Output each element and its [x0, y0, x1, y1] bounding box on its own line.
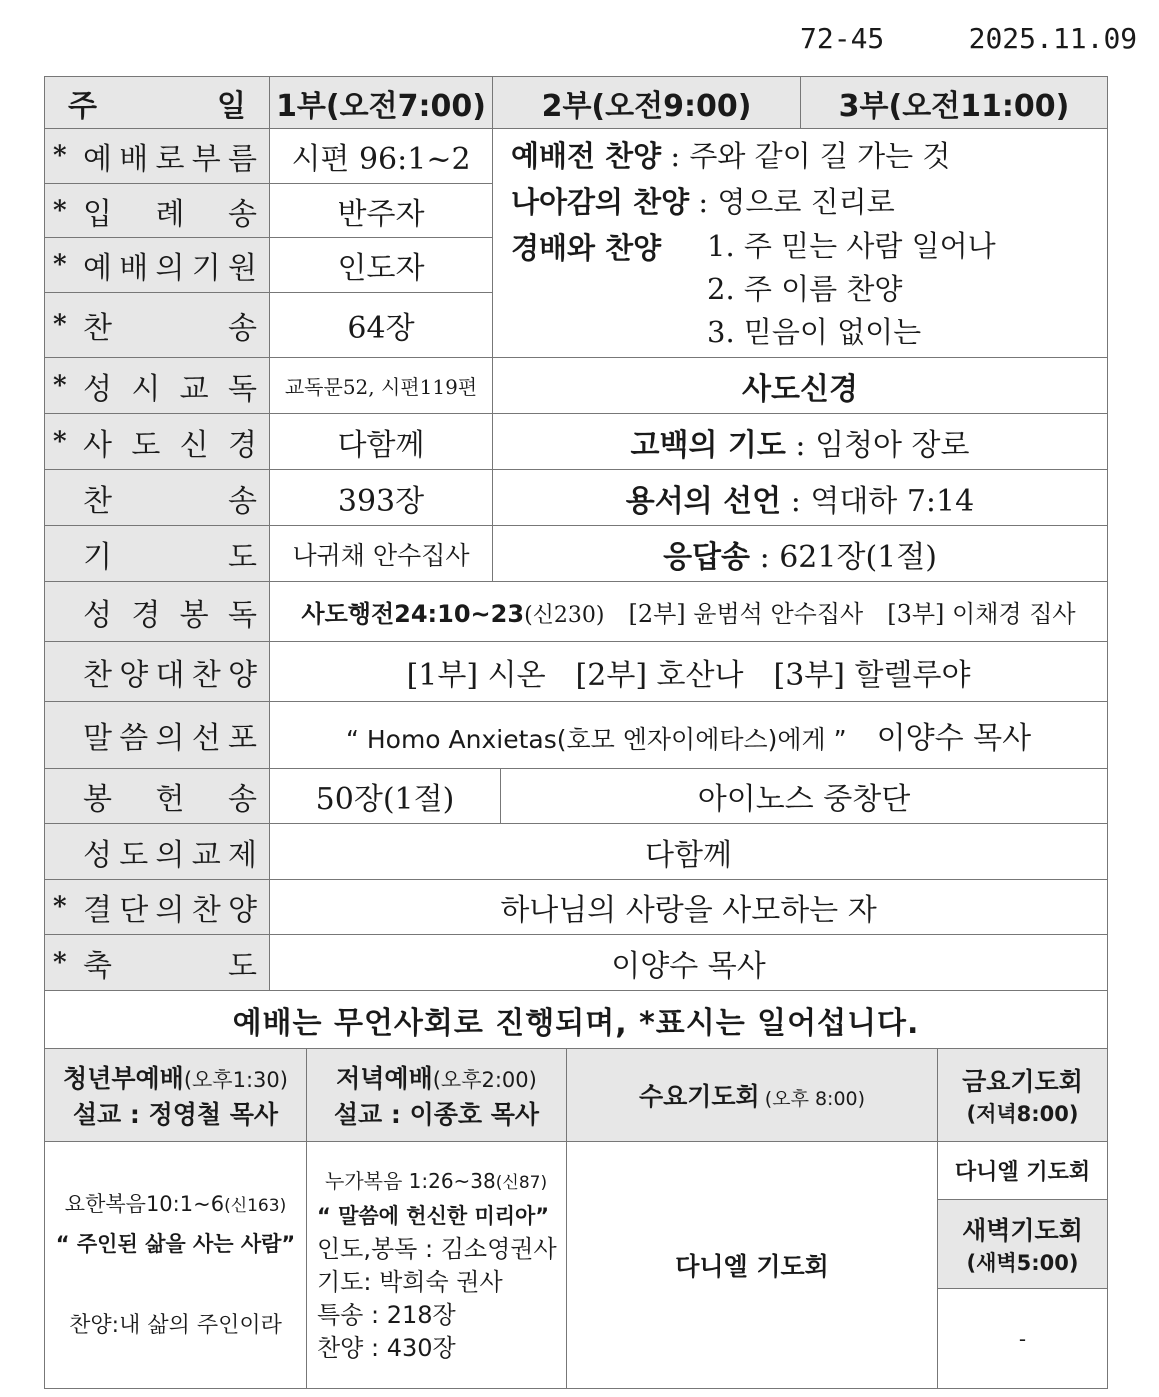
- label-text: 성 도 의 교 제: [83, 837, 257, 873]
- evening-prayer: 기도: 박희숙 권사: [317, 1268, 503, 1296]
- value-offering: 50장(1절): [270, 769, 501, 824]
- label-text: 예 배 로 부 름: [83, 142, 257, 177]
- issue-code: 72-45: [800, 22, 885, 55]
- label-entrance: [45, 184, 270, 238]
- confession-label: 고백의 기도: [630, 427, 786, 463]
- friday-title: 금요기도회: [962, 1067, 1083, 1096]
- friday-time: (저녁8:00): [966, 1102, 1079, 1126]
- value-prayer: 나귀채 안수집사: [270, 526, 493, 582]
- absolution-value: 역대하 7:14: [810, 483, 975, 519]
- youth-song: 찬양:내 삶의 주인이라: [69, 1313, 282, 1338]
- label-text: 예 배 의 기 원: [83, 251, 257, 286]
- label-text: 결 단 의 찬 양: [83, 893, 257, 928]
- song-item: 2. 주 이름 찬양: [707, 272, 903, 306]
- dawn-title: 새벽기도회: [962, 1216, 1083, 1245]
- label-prayer: [45, 526, 270, 582]
- label-text: 사 도 신 경: [83, 427, 257, 463]
- value-sermon: [270, 702, 1108, 769]
- value-call: 시편 96:1~2: [270, 129, 493, 184]
- issue-date: 2025.11.09: [968, 22, 1138, 55]
- row-fellowship: [45, 824, 1108, 880]
- row-call: [45, 129, 1108, 184]
- youth-passage-ref: (신163): [224, 1196, 287, 1216]
- value-entrance: 반주자: [270, 184, 493, 238]
- value-invocation: 인도자: [270, 238, 493, 293]
- label-text: 입 례 송: [83, 196, 257, 232]
- youth-sermon: “ 주인된 삶을 사는 사람”: [55, 1232, 296, 1256]
- row-hymn2: [45, 470, 1108, 526]
- row-offering: [45, 769, 1108, 824]
- row-choir: [45, 642, 1108, 702]
- row-benediction: [45, 935, 1108, 991]
- youth-passage: 요한복음10:1~6: [64, 1192, 225, 1216]
- dawn-time: (새벽5:00): [966, 1251, 1079, 1275]
- label-hymn2: [45, 470, 270, 526]
- dawn-header: [938, 1200, 1108, 1289]
- table-header-row: [45, 77, 1108, 129]
- sermon-preacher: 이양수 목사: [876, 721, 1032, 756]
- worship-praise-line: [511, 225, 1107, 354]
- scripture-passage: 사도행전24:10~23: [301, 600, 525, 628]
- youth-title: 청년부예배: [63, 1064, 184, 1093]
- value-hymn2: 393장: [270, 470, 493, 526]
- offering-group: 아이노스 중창단: [501, 769, 1108, 824]
- label-text: 찬 송: [83, 483, 257, 519]
- wednesday-title: 수요기도회: [638, 1082, 760, 1111]
- row-notice: [45, 991, 1108, 1049]
- row-closing: [45, 880, 1108, 935]
- evening-sermon: “ 말씀에 헌신한 미리아”: [317, 1204, 550, 1228]
- youth-header: [45, 1049, 307, 1142]
- value-hymn1: 64장: [270, 293, 493, 358]
- evening-header: [307, 1049, 567, 1142]
- value-responsive: 교독문52, 시편119편: [270, 358, 493, 414]
- creed-title: 사도신경: [493, 358, 1108, 414]
- wednesday-header: [567, 1049, 938, 1142]
- stand-marker: *: [53, 310, 67, 340]
- pre-praise-value: 주와 같이 길 가는 것: [689, 139, 951, 173]
- other-services-table: [44, 1048, 1108, 1389]
- label-text: 성 경 봉 독: [83, 597, 257, 633]
- row-scripture: [45, 582, 1108, 642]
- evening-preacher: 설교 : 이종호 목사: [333, 1100, 540, 1129]
- stand-marker: *: [53, 141, 67, 171]
- dawn-content: -: [938, 1289, 1108, 1389]
- stand-marker: *: [53, 370, 67, 401]
- song-item: 1. 주 믿는 사람 일어나: [707, 229, 996, 263]
- praise-panel: [493, 129, 1108, 358]
- label-text: 봉 헌 송: [83, 782, 257, 817]
- label-offering: [45, 769, 270, 824]
- evening-passage: 누가복음 1:26~38: [325, 1169, 496, 1193]
- stand-marker: *: [53, 892, 67, 922]
- value-scripture: [270, 582, 1108, 642]
- other-services-header: [45, 1049, 1108, 1142]
- standing-notice: 예배는 무언사회로 진행되며, *표시는 일어섭니다.: [45, 991, 1108, 1049]
- label-benediction: [45, 935, 270, 991]
- value-closing: 하나님의 사랑을 사모하는 자: [270, 880, 1108, 935]
- label-scripture: [45, 582, 270, 642]
- go-praise-line: 나아감의 찬양 : 영으로 진리로: [511, 185, 895, 219]
- stand-marker: *: [53, 250, 67, 280]
- sunday-header: 주 일: [45, 77, 270, 129]
- label-invocation: [45, 238, 270, 293]
- label-creed: [45, 414, 270, 470]
- go-praise-value: 영으로 진리로: [717, 185, 895, 219]
- third-service-header: 3부(오전11:00): [801, 77, 1108, 129]
- wednesday-time: (오후 8:00): [764, 1088, 866, 1110]
- worship-songs: [707, 225, 996, 354]
- response-label: 응답송: [663, 539, 751, 575]
- confession-value: 임청아 장로: [815, 427, 970, 463]
- evening-time: (오후2:00): [432, 1068, 537, 1092]
- sermon-title: “ Homo Anxietas(호모 엔자이에타스)에게 ”: [345, 725, 847, 754]
- label-text: 찬 양 대 찬 양: [83, 657, 257, 693]
- evening-passage-ref: (신87): [495, 1173, 548, 1193]
- worship-order-table: [44, 76, 1108, 1049]
- value-benediction: 이양수 목사: [270, 935, 1108, 991]
- other-services-row-1: [45, 1142, 1108, 1200]
- label-call: [45, 129, 270, 184]
- evening-leader: 인도,봉독 : 김소영권사: [317, 1235, 557, 1263]
- wednesday-content: 다니엘 기도회: [567, 1142, 938, 1389]
- scripture-ref: (신230): [524, 603, 605, 628]
- song-item: 3. 믿음이 없이는: [707, 315, 922, 349]
- pre-praise-line: 예배전 찬양 : 주와 같이 길 가는 것: [511, 139, 951, 173]
- youth-detail: [45, 1142, 307, 1389]
- row-creed: [45, 414, 1108, 470]
- evening-detail: [307, 1142, 567, 1389]
- value-fellowship: 다함께: [270, 824, 1108, 880]
- scripture-readers: [2부] 윤범석 안수집사 [3부] 이채경 집사: [628, 600, 1076, 628]
- youth-time: (오후1:30): [183, 1068, 288, 1092]
- confession-prayer: 고백의 기도 : 임청아 장로: [493, 414, 1108, 470]
- pre-praise-label: 예배전 찬양: [511, 139, 662, 173]
- stand-marker: *: [53, 195, 67, 226]
- go-praise-label: 나아감의 찬양: [511, 185, 690, 219]
- worship-praise-label: 경배와 찬양: [511, 231, 662, 265]
- label-text: 성 시 교 독: [83, 371, 257, 407]
- row-sermon: [45, 702, 1108, 769]
- label-hymn1: [45, 293, 270, 358]
- label-text: 찬 송: [83, 311, 257, 346]
- absolution-label: 용서의 선언: [625, 483, 782, 519]
- friday-header: [938, 1049, 1108, 1142]
- stand-marker: *: [53, 426, 67, 457]
- label-responsive: [45, 358, 270, 414]
- label-sermon: [45, 702, 270, 769]
- evening-song: 찬양 : 430장: [317, 1334, 456, 1362]
- evening-special: 특송 : 218장: [317, 1301, 456, 1329]
- absolution: 용서의 선언 : 역대하 7:14: [493, 470, 1108, 526]
- youth-preacher: 설교 : 정영철 목사: [72, 1100, 279, 1129]
- label-text: 축 도: [83, 948, 257, 984]
- row-prayer: [45, 526, 1108, 582]
- friday-content: 다니엘 기도회: [938, 1142, 1108, 1200]
- label-text: 말 씀 의 선 포: [83, 721, 257, 756]
- label-choir: [45, 642, 270, 702]
- label-text: 기 도: [83, 539, 257, 575]
- first-service-header: 1부(오전7:00): [270, 77, 493, 129]
- label-closing: [45, 880, 270, 935]
- response-value: 621장(1절): [779, 539, 937, 575]
- label-fellowship: [45, 824, 270, 880]
- second-service-header: 2부(오전9:00): [493, 77, 801, 129]
- response-song: 응답송 : 621장(1절): [493, 526, 1108, 582]
- value-choir: [1부] 시온 [2부] 호산나 [3부] 할렐루야: [270, 642, 1108, 702]
- value-creed: 다함께: [270, 414, 493, 470]
- stand-marker: *: [53, 947, 67, 978]
- bulletin-header: [800, 22, 1137, 55]
- evening-title: 저녁예배: [336, 1064, 433, 1093]
- row-responsive: [45, 358, 1108, 414]
